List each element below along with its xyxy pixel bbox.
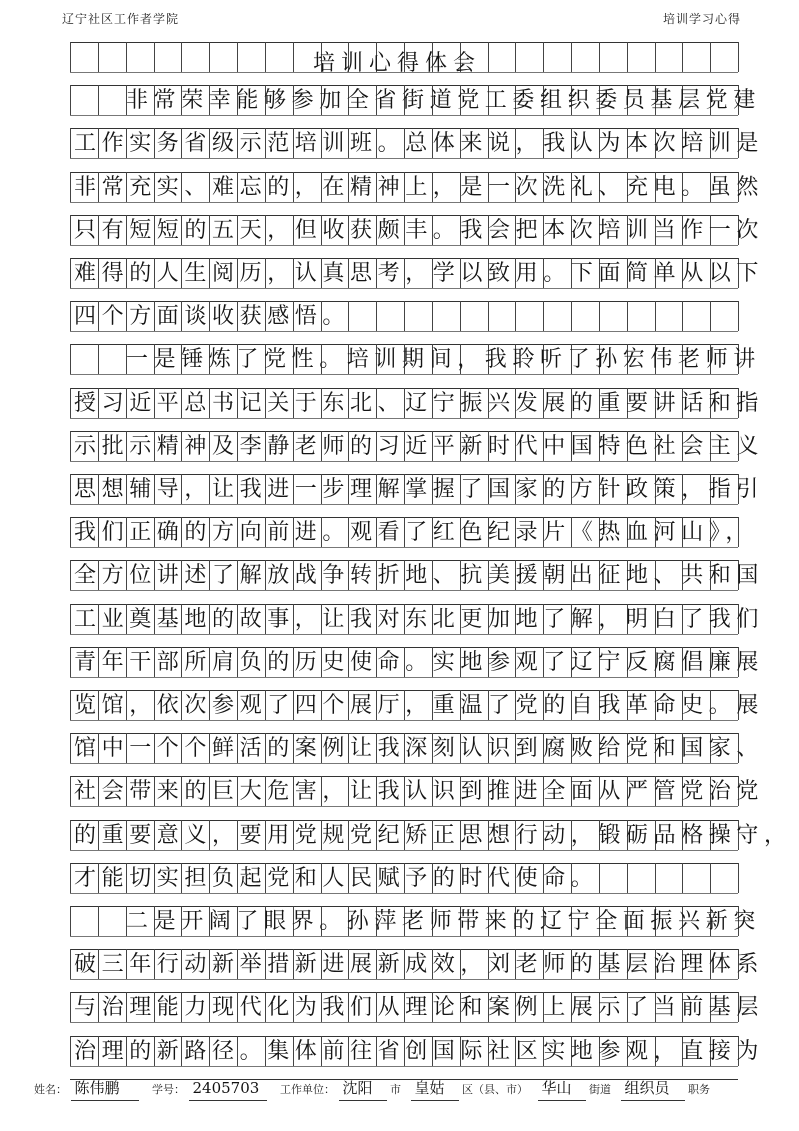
- essay-line: 难得的人生阅历，认真思考，学以致用。下面简单从以下: [74, 261, 765, 286]
- id-label: 学号：: [152, 1083, 185, 1096]
- essay-line: 四个方面谈收获感悟。: [74, 304, 351, 329]
- essay-line: 青年干部所肩负的历史使命。实地参观了辽宁反腐倡廉展: [74, 650, 765, 675]
- student-info-footer: [34, 1076, 759, 1100]
- essay-line: 二是开阔了眼界。孙萍老师带来的辽宁全面振兴新突: [126, 909, 761, 934]
- essay-line: 工作实务省级示范培训班。总体来说，我认为本次培训是: [74, 131, 765, 156]
- street-value: 华山: [538, 1076, 586, 1101]
- essay-line: 社会带来的巨大危害，让我认识到推进全面从严管党治党: [74, 779, 765, 804]
- essay-line: 全方位讲述了解放战争转折地、抗美援朝出征地、共和国: [74, 563, 765, 588]
- unit-label: 工作单位：: [280, 1083, 335, 1096]
- grid-column-line: [738, 42, 739, 72]
- role-suffix: 职务: [688, 1083, 710, 1096]
- essay-line: 与治理能力现代化为我们从理论和案例上展示了当前基层: [74, 995, 765, 1020]
- header-school-name: 辽宁社区工作者学院: [62, 12, 180, 26]
- role-value: 组织员: [621, 1076, 685, 1101]
- street-suffix: 街道: [589, 1083, 611, 1096]
- essay-line: 一是锤炼了党性。培训期间，我聆听了孙宏伟老师讲: [126, 347, 761, 372]
- name-label: 姓名：: [34, 1083, 67, 1096]
- city-suffix: 市: [390, 1083, 401, 1096]
- essay-line: 非常充实、难忘的，在精神上，是一次洗礼、充电。虽然: [74, 175, 765, 200]
- name-value: 陈伟鹏: [71, 1076, 139, 1101]
- essay-line: 我们正确的方向前进。观看了红色纪录片《热血河山》，: [74, 520, 754, 545]
- id-value: 2405703: [189, 1076, 267, 1101]
- essay-line: 破三年行动新举措新进展新成效，刘老师的基层治理体系: [74, 952, 765, 977]
- manuscript-sheet: [70, 42, 792, 1072]
- essay-title: 培训心得体会: [313, 51, 482, 76]
- essay-line: 工业奠基地的故事，让我对东北更加地了解，明白了我们: [74, 607, 765, 632]
- essay-line: 只有短短的五天，但收获颇丰。我会把本次培训当作一次: [74, 218, 765, 243]
- city-value: 沈阳: [339, 1076, 387, 1101]
- essay-line: 思想辅导，让我进一步理解掌握了国家的方针政策，指引: [74, 477, 765, 502]
- header-doc-type: 培训学习心得: [662, 12, 741, 26]
- district-value: 皇姑: [411, 1076, 459, 1101]
- district-suffix: 区（县、市）: [462, 1083, 528, 1096]
- essay-line: 授习近平总书记关于东北、辽宁振兴发展的重要讲话和指: [74, 391, 765, 416]
- essay-line: 览馆，依次参观了四个展厅，重温了党的自我革命史。展: [74, 693, 765, 718]
- essay-line: 非常荣幸能够参加全省街道党工委组织委员基层党建: [126, 88, 761, 113]
- essay-line: 示批示精神及李静老师的习近平新时代中国特色社会主义: [74, 434, 765, 459]
- essay-line: 馆中一个个鲜活的案例让我深刻认识到腐败给党和国家、: [74, 736, 765, 761]
- essay-line: 的重要意义，要用党规党纪矫正思想行动，锻砺品格操守，: [74, 823, 792, 848]
- essay-line: 治理的新路径。集体前往省创国际社区实地参观，直接为: [74, 1039, 765, 1064]
- essay-line: 才能切实担负起党和人民赋予的时代使命。: [74, 866, 599, 891]
